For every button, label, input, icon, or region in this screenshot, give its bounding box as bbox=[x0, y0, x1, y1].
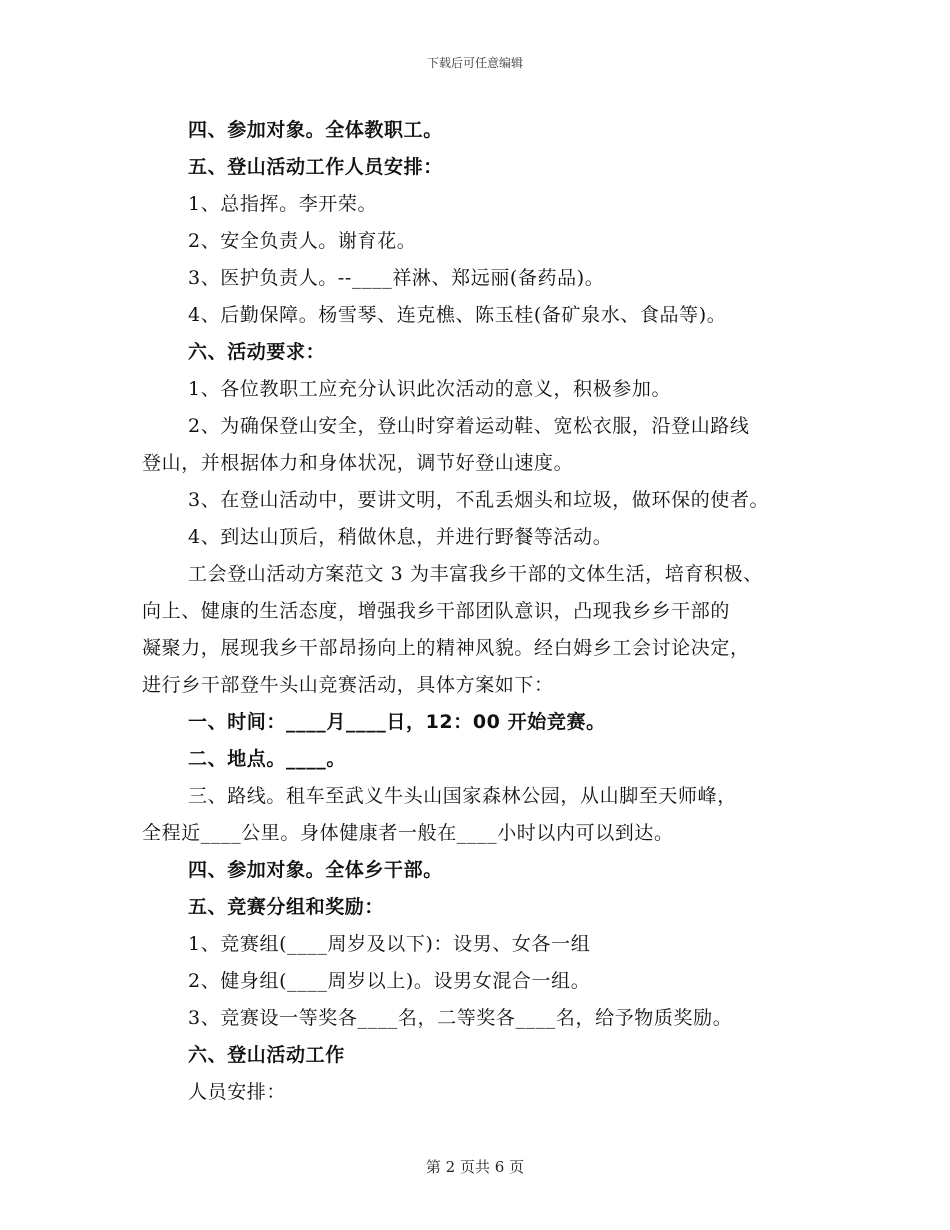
paragraph-line: 进行乡干部登牛头山竞赛活动，具体方案如下： bbox=[142, 674, 554, 696]
paragraph-line: 工会登山活动方案范文 3 为丰富我乡干部的文体生活，培育积极、 bbox=[188, 563, 763, 585]
section-heading: 六、登山活动工作 bbox=[188, 1044, 345, 1066]
section-heading: 五、竞赛分组和奖励： bbox=[188, 896, 385, 918]
paragraph-line: 4、后勤保障。杨雪琴、连克樵、陈玉桂(备矿泉水、食品等)。 bbox=[188, 304, 727, 326]
paragraph-line: 3、医护负责人。--____祥淋、郑远丽(备药品)。 bbox=[188, 267, 605, 289]
page-header: 下载后可任意编辑 bbox=[426, 56, 523, 70]
paragraph-line: 2、健身组(____周岁以上)。设男女混合一组。 bbox=[188, 970, 591, 992]
paragraph-line: 2、安全负责人。谢育花。 bbox=[188, 230, 417, 252]
paragraph-line: 人员安排： bbox=[188, 1081, 287, 1103]
section-heading: 一、时间：____月____日，12：00 开始竞赛。 bbox=[188, 711, 606, 733]
section-heading: 六、活动要求： bbox=[188, 341, 326, 363]
paragraph-line: 1、总指挥。李开荣。 bbox=[188, 193, 378, 215]
paragraph-line: 全程近____公里。身体健康者一般在____小时以内可以到达。 bbox=[142, 822, 674, 844]
paragraph-line: 1、竞赛组(____周岁及以下)：设男、女各一组 bbox=[188, 933, 591, 955]
paragraph-line: 凝聚力，展现我乡干部昂扬向上的精神风貌。经白姆乡工会讨论决定， bbox=[142, 637, 750, 659]
paragraph-line: 3、竞赛设一等奖各____名，二等奖各____名，给予物质奖励。 bbox=[188, 1007, 733, 1029]
paragraph-line: 三、路线。租车至武义牛头山国家森林公园，从山脚至天师峰， bbox=[188, 785, 737, 807]
section-heading: 四、参加对象。全体乡干部。 bbox=[188, 859, 443, 881]
paragraph-line: 2、为确保登山安全，登山时穿着运动鞋、宽松衣服，沿登山路线 bbox=[188, 415, 750, 437]
paragraph-line: 登山，并根据体力和身体状况，调节好登山速度。 bbox=[142, 452, 574, 474]
document-body bbox=[142, 112, 822, 1111]
section-heading: 四、参加对象。全体教职工。 bbox=[188, 119, 443, 141]
section-heading: 五、登山活动工作人员安排： bbox=[188, 156, 443, 178]
paragraph-line: 1、各位教职工应充分认识此次活动的意义，积极参加。 bbox=[188, 378, 672, 400]
page-footer: 第 2 页共 6 页 bbox=[425, 1158, 525, 1176]
paragraph-line: 4、到达山顶后，稍做休息，并进行野餐等活动。 bbox=[188, 526, 613, 548]
paragraph-line: 3、在登山活动中，要讲文明，不乱丢烟头和垃圾，做环保的使者。 bbox=[188, 489, 770, 511]
paragraph-line: 向上、健康的生活态度，增强我乡干部团队意识，凸现我乡乡干部的 bbox=[142, 600, 731, 622]
section-heading: 二、地点。____。 bbox=[188, 748, 347, 770]
